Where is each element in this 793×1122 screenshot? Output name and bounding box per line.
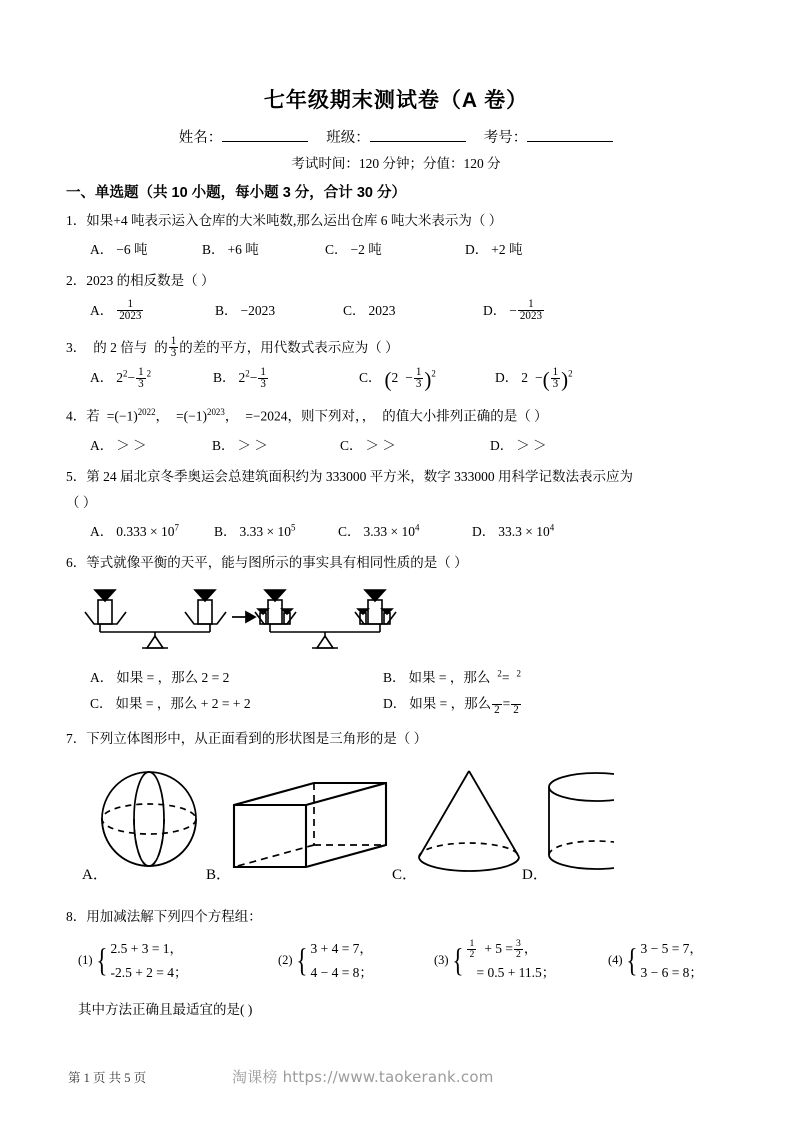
question-2-options bbox=[66, 299, 726, 323]
option-c[interactable]: C． ＞ ＞ bbox=[340, 437, 396, 453]
option-d[interactable]: D． $33.3 \times 10^4$ bbox=[472, 522, 555, 540]
question-7-stem: 7．下列立体图形中，从正面看到的形状图是三角形的是（ ） bbox=[66, 731, 428, 747]
option-d[interactable]: D． +2 吨 bbox=[465, 242, 523, 258]
fraction: 2 bbox=[494, 704, 500, 717]
question-8-stem: 8．用加减法解下列四个方程组： bbox=[66, 908, 262, 924]
fraction: $\frac{1}{2023}$ bbox=[519, 297, 542, 323]
question-1-options bbox=[66, 238, 726, 258]
question-5-options bbox=[66, 520, 726, 540]
question-5-stem-line2: （ ） bbox=[66, 494, 97, 510]
option-b[interactable]: B． 如果 = ，那么 $^2$= $^2$ bbox=[383, 668, 521, 686]
option-c[interactable]: C． 2023 bbox=[343, 302, 396, 318]
option-d[interactable]: D． − $\frac{1}{2023}$ bbox=[483, 297, 542, 323]
fraction: $\frac{1}{2}$ bbox=[469, 938, 475, 961]
fraction: $\frac{1}{3}$ bbox=[170, 334, 177, 359]
option-b[interactable]: B． +6 吨 bbox=[202, 242, 259, 258]
option-a[interactable]: A． ＞ ＞ bbox=[90, 437, 147, 453]
option-a[interactable]: A． $0.333 \times 10^7$ bbox=[90, 522, 179, 540]
page-number: 第 1 页 共 5 页 bbox=[68, 1071, 147, 1085]
exam-no-label: 考号： bbox=[483, 130, 528, 146]
student-id-line bbox=[66, 126, 726, 147]
option-d[interactable]: D． 如果 = ，那么 2 = 2 bbox=[383, 692, 522, 716]
fraction: $\frac{1}{3}$ bbox=[552, 365, 559, 390]
option-b[interactable]: B． $2^2-$ $\frac{1}{3}$ bbox=[213, 365, 266, 390]
option-c[interactable]: C． $3.33 \times 10^4$ bbox=[338, 522, 420, 540]
fraction: $\frac{1}{2023}$ bbox=[119, 297, 142, 323]
equation-system-3: (3) { $\frac{1}{2}$ + 5 = $\frac{3}{2}$ ， = 0.5 + 11.5； bbox=[434, 938, 556, 980]
question-4-stem: 4．若 $=(-1)^{2022}$， $=(-1)^{2023}$， =−2024，则下列对，， 的值大小排列正确的是（ ） bbox=[66, 406, 548, 424]
solid-label-a: A． bbox=[82, 866, 108, 883]
question-3-stem: 3． 的 2 倍与 的 $\frac{1}{3}$ 的差的平方，用代数式表示应为（ ） bbox=[66, 334, 399, 359]
question-3-options bbox=[66, 366, 726, 393]
equation-system-1: (1) { 2.5 + 3 = 1， -2.5 + 2 = 4； bbox=[78, 940, 188, 980]
option-c[interactable]: C． (2 − $\frac{1}{3}$ )$^2$ bbox=[359, 365, 436, 392]
question-6-options-row1 bbox=[66, 666, 726, 686]
option-c[interactable]: C． 如果 = ，那么 + 2 = + 2 bbox=[90, 696, 251, 712]
equation-system-4: (4) { 3 − 5 = 7， 3 − 6 = 8； bbox=[608, 940, 703, 980]
question-1-stem: 1．如果+4 吨表示运入仓库的大米吨数,那么运出仓库 6 吨大米表示为（ ） bbox=[66, 213, 503, 228]
question-2-stem: 2．2023 的相反数是（ ） bbox=[66, 273, 215, 289]
fraction: $\frac{1}{3}$ bbox=[415, 365, 422, 390]
name-label: 姓名： bbox=[178, 130, 223, 146]
option-b[interactable]: B． ＞ ＞ bbox=[212, 437, 268, 453]
page-footer bbox=[0, 1068, 793, 1108]
name-blank[interactable] bbox=[222, 141, 308, 142]
page-content bbox=[66, 84, 726, 1018]
watermark: 淘课榜 https://www.taokerank.com bbox=[232, 1068, 494, 1086]
exam-info: 考试时间：120 分钟；分值：120 分 bbox=[291, 156, 501, 171]
option-a[interactable]: A． −6 吨 bbox=[90, 242, 148, 258]
option-c[interactable]: C． −2 吨 bbox=[325, 242, 382, 258]
fraction: 2 bbox=[513, 704, 519, 717]
question-6-options-row2 bbox=[66, 692, 726, 716]
solid-label-c: C． bbox=[392, 866, 418, 883]
option-a[interactable]: A． $\frac{1}{2023}$ bbox=[90, 297, 142, 323]
class-blank[interactable] bbox=[370, 141, 466, 142]
exam-no-blank[interactable] bbox=[527, 141, 613, 142]
question-6-stem: 6．等式就像平衡的天平，能与图所示的事实具有相同性质的是（ ） bbox=[66, 555, 468, 571]
solid-label-b: B． bbox=[206, 866, 232, 883]
question-4-options bbox=[66, 434, 726, 454]
section-heading: 一、单选题（共 10 小题，每小题 3 分，合计 30 分） bbox=[66, 185, 406, 201]
solids-diagram bbox=[74, 757, 726, 897]
question-8-tail: 其中方法正确且最适宜的是( ) bbox=[78, 1002, 253, 1018]
class-label: 班级： bbox=[326, 130, 370, 146]
balance-scales-diagram bbox=[80, 580, 726, 657]
solid-label-d: D． bbox=[522, 866, 548, 883]
fraction: $\frac{1}{3}$ bbox=[260, 365, 266, 390]
equation-system-2: (2) { 3 + 4 = 7， 4 − 4 = 8； bbox=[278, 940, 373, 980]
option-a[interactable]: A． 如果 = ，那么 2 = 2 bbox=[90, 670, 230, 686]
option-d[interactable]: D． 2 −( $\frac{1}{3}$ )$^2$ bbox=[495, 365, 573, 392]
option-b[interactable]: B． −2023 bbox=[215, 302, 276, 318]
question-8-equation-systems bbox=[66, 937, 726, 984]
option-b[interactable]: B． $3.33 \times 10^5$ bbox=[214, 522, 296, 540]
option-d[interactable]: D． ＞ ＞ bbox=[490, 437, 547, 453]
question-5-stem-line1: 5．第 24 届北京冬季奥运会总建筑面积约为 333000 平方米，数字 333000 用科学记数法表示应为 bbox=[66, 468, 633, 484]
fraction: $\frac{3}{2}$ bbox=[516, 938, 521, 961]
page-title: 七年级期末测试卷（A 卷） bbox=[263, 89, 529, 112]
option-a[interactable]: A． $2^2-$ $\frac{1}{3}$ $^2$ bbox=[90, 365, 152, 390]
fraction: $\frac{1}{3}$ bbox=[138, 365, 144, 390]
